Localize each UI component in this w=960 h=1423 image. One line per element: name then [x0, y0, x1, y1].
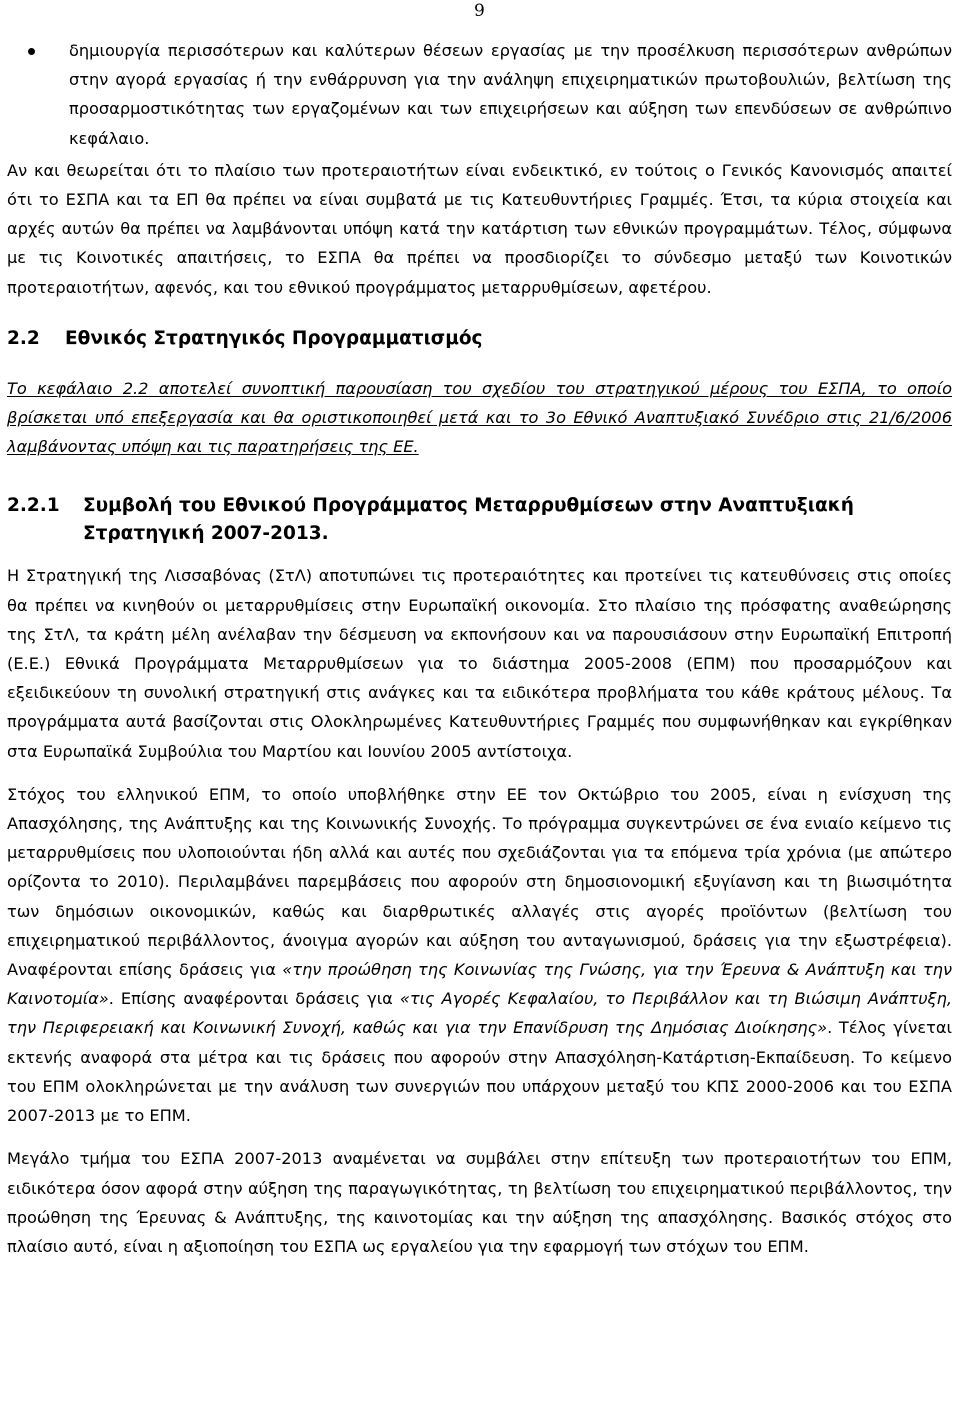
paragraph-epm-goal: [7, 780, 952, 1130]
bullet-text: δημιουργία περισσότερων και καλύτερων θέσεων εργασίας με την προσέλκυση περισσότερων ανθρώπων στην αγορά εργασίας ή την ενθάρρυνση για την ανάληψη επιχειρηματικών πρωτοβουλιών, βελτίωση της προσαρμοστικότητας των εργαζομένων και των επιχειρήσεων και αύξηση των επενδύσεων σε ανθρώπινο κεφάλαιο.: [69, 41, 952, 148]
page-number: 9: [474, 1, 485, 21]
paragraph-guidelines: Αν και θεωρείται ότι το πλαίσιο των προτεραιοτήτων είναι ενδεικτικό, εν τούτοις ο Γενικός Κανονισμός απαιτεί ότι το ΕΣΠΑ και τα ΕΠ θα πρέπει να είναι συμβατά με τις Κατευθυντήριες Γραμμές. Έτσι, τα κύρια στοιχεία και αρχές αυτών θα πρέπει να λαμβάνονται υπόψη κατά την κατάρτιση των εθνικών προγραμμάτων. Τέλος, σύμφωνα με τις Κοινοτικές απαιτήσεις, το ΕΣΠΑ θα πρέπει να προσδιορίζει το σύνδεσμο μεταξύ των Κοινοτικών προτεραιοτήτων, αφενός, και του εθνικού προγράμματος μεταρρυθμίσεων, αφετέρου.: [7, 160, 952, 297]
section-heading-2-2-1: [7, 492, 952, 548]
section-title: Εθνικός Στρατηγικός Προγραμματισμός: [65, 327, 483, 349]
section-number: 2.2: [7, 327, 40, 349]
text-run: . Τέλος γίνεται εκτενής αναφορά στα μέτρα και τις δράσεις που αφορούν στην Απασχόληση-Κατάρτιση-Εκπαίδευση. Το κείμενο του ΕΠΜ ολοκληρώνεται με την ανάλυση των συνεργιών που υπάρχουν μεταξύ του ΚΠΣ 2000-2006 και του ΕΣΠΑ 2007-2013 με το ΕΠΜ.: [7, 1018, 952, 1126]
bullet-list-item: [7, 36, 952, 153]
bullet-icon: [28, 48, 35, 55]
paragraph-espa-contribution: Μεγάλο τμήμα του ΕΣΠΑ 2007-2013 αναμένεται να συμβάλει στην επίτευξη των προτεραιοτήτων του ΕΠΜ, ειδικότερα όσον αφορά στην αύξηση της παραγωγικότητας, τη βελτίωση του επιχειρηματικού περιβάλλοντος, την προώθηση της Έρευνας & Ανάπτυξης, της καινοτομίας και την αύξηση της απασχόλησης. Βασικός στόχος στο πλαίσιο αυτό, είναι η αξιοποίηση του ΕΣΠΑ ως εργαλείου για την εφαρμογή των στόχων του ΕΠΜ.: [7, 1149, 952, 1256]
italic-text-run: «τις Αγορές Κεφαλαίου, το Περιβάλλον και τη Βιώσιμη Ανάπτυξη, την Περιφερειακή και Κοινωνική Συνοχή, καθώς και για την Επανίδρυση της Δημόσιας Διοίκησης»: [7, 989, 952, 1038]
paragraph-chapter-summary: [7, 374, 952, 462]
chapter-summary-text: Το κεφάλαιο 2.2 αποτελεί συνοπτική παρουσίαση του σχεδίου του στρατηγικού μέρους του ΕΣΠΑ, το οποίο βρίσκεται υπό επεξεργασία και θα οριστικοποιηθεί μετά και το 3ο Εθνικό Αναπτυξιακό Συνέδριο στις 21/6/2006 λαμβάνοντας υπόψη και τις παρατηρήσεις της ΕΕ.: [7, 378, 952, 457]
italic-text-run: «την προώθηση της Κοινωνίας της Γνώσης, για την Έρευνα & Ανάπτυξη και την Καινοτομία»: [7, 960, 952, 1009]
text-run: . Επίσης αναφέρονται δράσεις για: [108, 989, 400, 1009]
text-run: Στόχος του ελληνικού ΕΠΜ, το οποίο υποβλήθηκε στην ΕΕ τον Οκτώβριο του 2005, είναι η ενίσχυση της Απασχόλησης, της Ανάπτυξης και της Κοινωνικής Συνοχής. Το πρόγραμμα συγκεντρώνει σε ένα ενιαίο κείμενο τις μεταρρυθμίσεις που υλοποιούνται ήδη αλλά και αυτές που σχεδιάζονται για τα επόμενα τρία χρόνια (με απώτερο ορίζοντα το 2010). Περιλαμβάνει παρεμβάσεις που αφορούν στη δημοσιονομική εξυγίανση και τη βιωσιμότητα των δημόσιων οικονομικών, καθώς και διαρθρωτικές αλλαγές στις αγορές προϊόντων (βελτίωση του επιχειρηματικού περιβάλλοντος, άνοιγμα αγορών και αύξηση του ανταγωνισμού, δράσεις για την εξωστρέφεια). Αναφέρονται επίσης δράσεις για: [7, 784, 952, 980]
section-number: 2.2.1: [7, 495, 60, 517]
paragraph-lisbon-strategy: Η Στρατηγική της Λισσαβόνας (ΣτΛ) αποτυπώνει τις προτεραιότητες και προτείνει τις κατευθύνσεις στις οποίες θα πρέπει να κινηθούν οι μεταρρυθμίσεις στην Ευρωπαϊκή οικονομία. Στο πλαίσιο της πρόσφατης αναθεώρησης της ΣτΛ, τα κράτη μέλη ανέλαβαν την δέσμευση να εκπονήσουν και να παρουσιάσουν στην Ευρωπαϊκή Επιτροπή (Ε.Ε.) Εθνικά Προγράμματα Μεταρρυθμίσεων για το διάστημα 2005-2008 (ΕΠΜ) που προσαρμόζουν και εξειδικεύουν τη συνολική στρατηγική στις ανάγκες και τα ειδικότερα προβλήματα του κάθε κράτους μέλους. Τα προγράμματα αυτά βασίζονται στις Ολοκληρωμένες Κατευθυντήριες Γραμμές που συμφωνήθηκαν και εγκρίθηκαν στα Ευρωπαϊκά Συμβούλια του Μαρτίου και Ιουνίου 2005 αντίστοιχα.: [7, 566, 952, 761]
section-title: Συμβολή του Εθνικού Προγράμματος Μεταρρυθμίσεων στην Αναπτυξιακή Στρατηγική 2007-2013.: [83, 495, 854, 545]
document-body: [7, 36, 952, 1261]
section-heading-2-2: [7, 325, 952, 353]
